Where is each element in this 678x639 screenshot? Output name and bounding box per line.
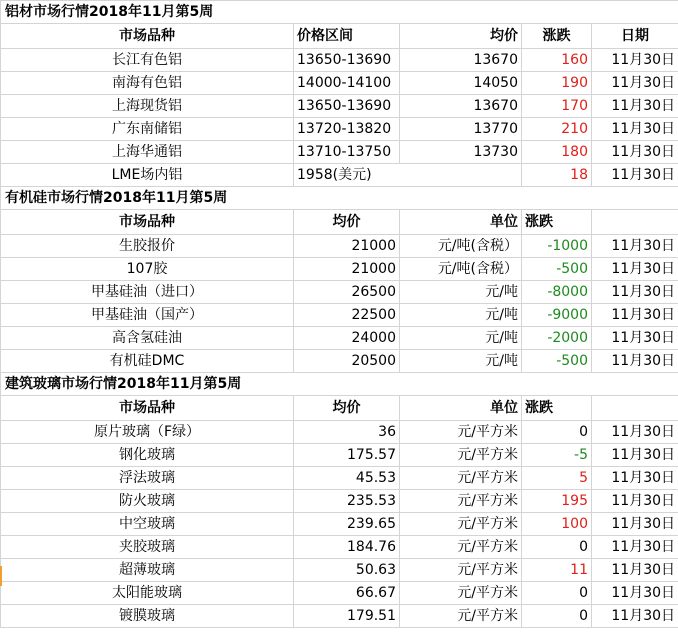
header-cell[interactable]: 均价 <box>294 396 400 421</box>
header-row <box>1 24 678 49</box>
unit-cell[interactable]: 元/平方米 <box>400 513 522 536</box>
avg-price-cell[interactable]: 13670 <box>400 95 522 118</box>
product-name-cell[interactable]: 南海有色铝 <box>1 72 294 95</box>
table-row <box>1 164 678 187</box>
date-cell[interactable]: 11月30日 <box>592 95 678 118</box>
change-cell[interactable]: -8000 <box>522 281 592 304</box>
change-cell[interactable]: -2000 <box>522 327 592 350</box>
change-cell[interactable]: 0 <box>522 582 592 605</box>
date-cell[interactable]: 11月30日 <box>592 118 678 141</box>
avg-price-cell[interactable]: 235.53 <box>294 490 400 513</box>
header-cell[interactable]: 市场品种 <box>1 210 294 235</box>
unit-cell[interactable]: 元/平方米 <box>400 582 522 605</box>
unit-cell[interactable]: 元/吨 <box>400 281 522 304</box>
change-cell[interactable]: -500 <box>522 258 592 281</box>
unit-cell[interactable]: 元/吨 <box>400 350 522 373</box>
product-name-cell[interactable]: 甲基硅油（国产） <box>1 304 294 327</box>
unit-cell[interactable]: 元/平方米 <box>400 421 522 444</box>
row-selection-marker <box>0 566 2 586</box>
price-range-cell[interactable]: 13650-13690 <box>294 49 400 72</box>
product-name-cell[interactable]: 中空玻璃 <box>1 513 294 536</box>
avg-price-cell[interactable]: 50.63 <box>294 559 400 582</box>
change-cell[interactable]: 100 <box>522 513 592 536</box>
avg-price-cell[interactable]: 13670 <box>400 49 522 72</box>
change-cell[interactable]: 180 <box>522 141 592 164</box>
date-cell[interactable]: 11月30日 <box>592 444 678 467</box>
product-name-cell[interactable]: LME场内铝 <box>1 164 294 187</box>
avg-price-cell[interactable]: 66.67 <box>294 582 400 605</box>
header-cell[interactable]: 日期 <box>592 24 678 49</box>
table-row <box>1 559 678 582</box>
price-range-cell[interactable]: 13720-13820 <box>294 118 400 141</box>
section-title-row <box>1 187 678 210</box>
table-row <box>1 49 678 72</box>
avg-price-cell[interactable]: 175.57 <box>294 444 400 467</box>
date-cell[interactable]: 11月30日 <box>592 141 678 164</box>
avg-price-cell[interactable]: 14050 <box>400 72 522 95</box>
header-cell[interactable]: 市场品种 <box>1 24 294 49</box>
change-cell[interactable]: -1000 <box>522 235 592 258</box>
header-cell[interactable]: 涨跌 <box>522 210 592 235</box>
header-cell[interactable]: 均价 <box>400 24 522 49</box>
table-row <box>1 467 678 490</box>
table-row <box>1 118 678 141</box>
avg-price-cell[interactable]: 22500 <box>294 304 400 327</box>
table-row <box>1 95 678 118</box>
table-row <box>1 605 678 628</box>
unit-cell[interactable]: 元/吨(含税） <box>400 258 522 281</box>
table-row <box>1 444 678 467</box>
product-name-cell[interactable]: 防火玻璃 <box>1 490 294 513</box>
date-cell[interactable]: 11月30日 <box>592 513 678 536</box>
table-row <box>1 258 678 281</box>
table-row <box>1 421 678 444</box>
avg-price-cell[interactable]: 20500 <box>294 350 400 373</box>
avg-price-cell[interactable]: 26500 <box>294 281 400 304</box>
change-cell[interactable]: -5 <box>522 444 592 467</box>
change-cell[interactable]: 210 <box>522 118 592 141</box>
empty-cell[interactable] <box>592 210 678 235</box>
header-cell[interactable]: 单位 <box>400 210 522 235</box>
table-row <box>1 327 678 350</box>
section-title[interactable]: 有机硅市场行情2018年11月第5周 <box>1 187 678 210</box>
table-row <box>1 281 678 304</box>
date-cell[interactable]: 11月30日 <box>592 536 678 559</box>
date-cell[interactable]: 11月30日 <box>592 304 678 327</box>
change-cell[interactable]: 5 <box>522 467 592 490</box>
date-cell[interactable]: 11月30日 <box>592 350 678 373</box>
product-name-cell[interactable]: 钢化玻璃 <box>1 444 294 467</box>
table-row <box>1 350 678 373</box>
change-cell[interactable]: 0 <box>522 536 592 559</box>
table-row <box>1 513 678 536</box>
header-row <box>1 396 678 421</box>
price-range-cell[interactable]: 14000-14100 <box>294 72 400 95</box>
header-cell[interactable]: 涨跌 <box>522 396 592 421</box>
header-cell[interactable]: 均价 <box>294 210 400 235</box>
date-cell[interactable]: 11月30日 <box>592 327 678 350</box>
section-title[interactable]: 建筑玻璃市场行情2018年11月第5周 <box>1 373 678 396</box>
change-cell[interactable]: 160 <box>522 49 592 72</box>
product-name-cell[interactable]: 有机硅DMC <box>1 350 294 373</box>
change-cell[interactable]: 11 <box>522 559 592 582</box>
section-title[interactable]: 铝材市场行情2018年11月第5周 <box>1 1 678 24</box>
change-cell[interactable]: 0 <box>522 605 592 628</box>
change-cell[interactable]: 170 <box>522 95 592 118</box>
product-name-cell[interactable]: 生胶报价 <box>1 235 294 258</box>
unit-cell[interactable]: 元/平方米 <box>400 467 522 490</box>
date-cell[interactable]: 11月30日 <box>592 258 678 281</box>
header-row <box>1 210 678 235</box>
date-cell[interactable]: 11月30日 <box>592 490 678 513</box>
change-cell[interactable]: 195 <box>522 490 592 513</box>
avg-price-cell[interactable]: 24000 <box>294 327 400 350</box>
header-cell[interactable]: 涨跌 <box>522 24 592 49</box>
product-name-cell[interactable]: 超薄玻璃 <box>1 559 294 582</box>
product-name-cell[interactable]: 长江有色铝 <box>1 49 294 72</box>
table-row <box>1 72 678 95</box>
table-row <box>1 536 678 559</box>
product-name-cell[interactable]: 夹胶玻璃 <box>1 536 294 559</box>
empty-cell[interactable] <box>592 396 678 421</box>
change-cell[interactable]: 18 <box>522 164 592 187</box>
price-range-cell[interactable]: 13650-13690 <box>294 95 400 118</box>
avg-price-cell[interactable]: 36 <box>294 421 400 444</box>
table-row <box>1 235 678 258</box>
product-name-cell[interactable]: 高含氢硅油 <box>1 327 294 350</box>
avg-price-cell[interactable]: 13730 <box>400 141 522 164</box>
unit-cell[interactable]: 元/平方米 <box>400 490 522 513</box>
date-cell[interactable]: 11月30日 <box>592 281 678 304</box>
product-name-cell[interactable]: 浮法玻璃 <box>1 467 294 490</box>
product-name-cell[interactable]: 广东南储铝 <box>1 118 294 141</box>
section-title-row <box>1 373 678 396</box>
date-cell[interactable]: 11月30日 <box>592 72 678 95</box>
change-cell[interactable]: 190 <box>522 72 592 95</box>
date-cell[interactable]: 11月30日 <box>592 582 678 605</box>
change-cell[interactable]: -9000 <box>522 304 592 327</box>
product-name-cell[interactable]: 上海华通铝 <box>1 141 294 164</box>
product-name-cell[interactable]: 镀膜玻璃 <box>1 605 294 628</box>
unit-cell[interactable]: 元/平方米 <box>400 444 522 467</box>
avg-price-cell[interactable]: 179.51 <box>294 605 400 628</box>
unit-cell[interactable]: 元/吨 <box>400 304 522 327</box>
date-cell[interactable]: 11月30日 <box>592 605 678 628</box>
date-cell[interactable]: 11月30日 <box>592 235 678 258</box>
date-cell[interactable]: 11月30日 <box>592 421 678 444</box>
table-row <box>1 490 678 513</box>
header-cell[interactable]: 市场品种 <box>1 396 294 421</box>
table-row <box>1 141 678 164</box>
unit-cell[interactable]: 元/吨(含税） <box>400 235 522 258</box>
date-cell[interactable]: 11月30日 <box>592 164 678 187</box>
unit-cell[interactable]: 元/平方米 <box>400 605 522 628</box>
avg-price-cell[interactable]: 21000 <box>294 235 400 258</box>
price-range-cell[interactable]: 13710-13750 <box>294 141 400 164</box>
change-cell[interactable]: -500 <box>522 350 592 373</box>
price-range-cell[interactable]: 1958(美元) <box>294 164 522 187</box>
avg-price-cell[interactable]: 239.65 <box>294 513 400 536</box>
header-cell[interactable]: 价格区间 <box>294 24 400 49</box>
product-name-cell[interactable]: 太阳能玻璃 <box>1 582 294 605</box>
product-name-cell[interactable]: 上海现货铝 <box>1 95 294 118</box>
unit-cell[interactable]: 元/平方米 <box>400 536 522 559</box>
header-cell[interactable]: 单位 <box>400 396 522 421</box>
product-name-cell[interactable]: 原片玻璃（F绿） <box>1 421 294 444</box>
change-cell[interactable]: 0 <box>522 421 592 444</box>
date-cell[interactable]: 11月30日 <box>592 467 678 490</box>
section-title-row <box>1 1 678 24</box>
avg-price-cell[interactable]: 184.76 <box>294 536 400 559</box>
date-cell[interactable]: 11月30日 <box>592 559 678 582</box>
table-row <box>1 582 678 605</box>
product-name-cell[interactable]: 甲基硅油（进口） <box>1 281 294 304</box>
unit-cell[interactable]: 元/吨 <box>400 327 522 350</box>
table-row <box>1 304 678 327</box>
date-cell[interactable]: 11月30日 <box>592 49 678 72</box>
avg-price-cell[interactable]: 13770 <box>400 118 522 141</box>
product-name-cell[interactable]: 107胶 <box>1 258 294 281</box>
unit-cell[interactable]: 元/平方米 <box>400 559 522 582</box>
avg-price-cell[interactable]: 21000 <box>294 258 400 281</box>
avg-price-cell[interactable]: 45.53 <box>294 467 400 490</box>
